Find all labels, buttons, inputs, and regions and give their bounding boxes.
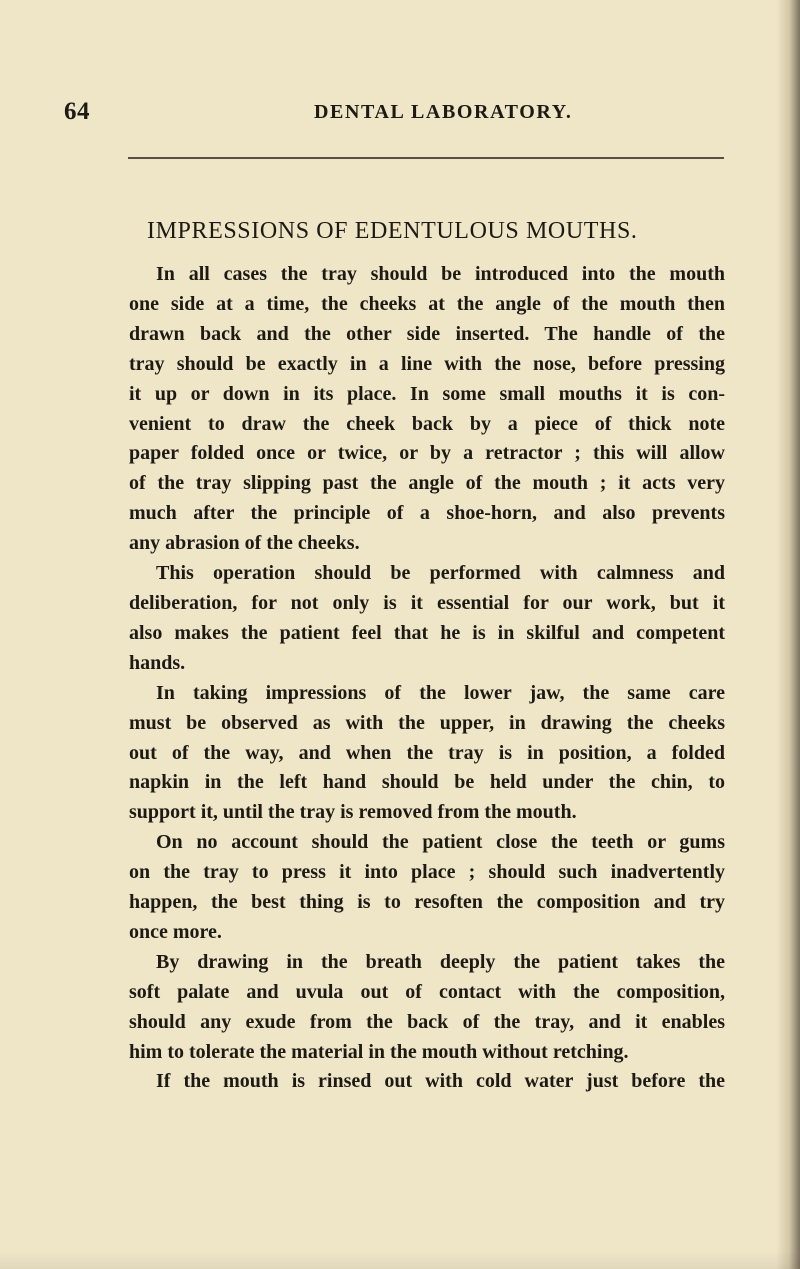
page-bottom-shade <box>0 1251 800 1269</box>
text-line: once more. <box>129 920 222 943</box>
text-line: happen, the best thing is to resoften the composition and try <box>129 891 725 914</box>
text-line: support it, until the tray is removed from the mouth. <box>129 801 577 824</box>
header-rule <box>128 157 724 159</box>
text-line: paper folded once or twice, or by a retractor ; this will allow <box>129 442 725 465</box>
text-line: soft palate and uvula out of contact with the composition, <box>129 980 725 1003</box>
text-line: hands. <box>129 651 186 674</box>
text-line: him to tolerate the material in the mouth without retching. <box>129 1040 629 1063</box>
text-line: also makes the patient feel that he is in skilful and competent <box>129 621 725 644</box>
text-line: tray should be exactly in a line with the nose, before pressing <box>129 352 725 375</box>
text-line: In taking impressions of the lower jaw, the same care <box>156 681 725 704</box>
text-line: drawn back and the other side inserted. The handle of the <box>129 322 725 345</box>
text-line: By drawing in the breath deeply the patient takes the <box>156 950 725 973</box>
text-line: any abrasion of the cheeks. <box>129 532 360 555</box>
page-number: 64 <box>64 98 90 125</box>
text-line: must be observed as with the upper, in drawing the cheeks <box>129 711 725 734</box>
running-head: DENTAL LABORATORY. <box>314 101 573 123</box>
text-line: In all cases the tray should be introduced into the mouth <box>156 263 725 285</box>
text-line: of the tray slipping past the angle of the mouth ; it acts very <box>129 472 725 495</box>
text-line: If the mouth is rinsed out with cold water just before the <box>156 1070 725 1093</box>
text-line: should any exude from the back of the tray, and it enables <box>129 1010 725 1033</box>
text-line: On no account should the patient close the teeth or gums <box>156 831 725 854</box>
text-line: out of the way, and when the tray is in position, a folded <box>129 741 725 764</box>
body-text <box>129 260 725 1097</box>
text-line: This operation should be performed with calmness and <box>156 562 725 585</box>
text-line: deliberation, for not only is it essential for our work, but it <box>129 591 725 614</box>
text-line: on the tray to press it into place ; should such inadvertently <box>129 861 725 884</box>
section-title: IMPRESSIONS OF EDENTULOUS MOUTHS. <box>147 218 638 244</box>
text-line: it up or down in its place. In some small mouths it is con- <box>129 382 725 405</box>
text-line: venient to draw the cheek back by a piece of thick note <box>129 412 725 435</box>
page-edge-shadow <box>776 0 800 1269</box>
text-line: napkin in the left hand should be held under the chin, to <box>129 771 725 794</box>
text-line: much after the principle of a shoe-horn, and also prevents <box>129 502 725 525</box>
text-line: one side at a time, the cheeks at the angle of the mouth then <box>129 292 725 315</box>
